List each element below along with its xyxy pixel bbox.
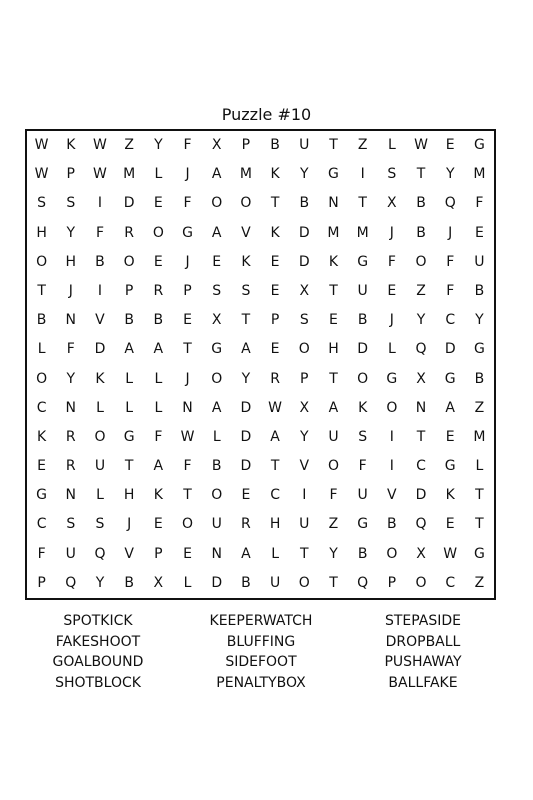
- grid-letter: I: [97, 195, 103, 212]
- grid-letter: O: [211, 487, 223, 504]
- grid-letter: F: [183, 137, 192, 153]
- grid-letter: M: [473, 428, 486, 445]
- grid-letter: R: [153, 282, 164, 299]
- grid-letter: C: [416, 458, 426, 475]
- grid-letter: F: [66, 341, 75, 358]
- word-list-column-1: [13, 611, 183, 694]
- grid-letter: L: [183, 574, 192, 591]
- grid-letter: T: [270, 458, 280, 475]
- grid-letter: H: [65, 253, 77, 270]
- grid-letter: P: [387, 574, 397, 591]
- grid-letter: G: [473, 341, 485, 358]
- grid-letter: T: [300, 545, 309, 562]
- grid-letter: P: [154, 545, 163, 562]
- grid-letter: X: [299, 399, 310, 416]
- word-list-item: GOALBOUND: [52, 654, 144, 671]
- grid-letter: F: [183, 195, 192, 212]
- grid-letter: E: [37, 458, 47, 475]
- grid-letter: Y: [475, 312, 484, 329]
- grid-letter: W: [93, 137, 107, 153]
- grid-letter: G: [444, 458, 456, 475]
- grid-letter: T: [270, 195, 280, 212]
- grid-letter: L: [125, 370, 134, 387]
- grid-letter: J: [185, 166, 190, 183]
- grid-letter: P: [300, 370, 309, 387]
- grid-letter: K: [358, 399, 368, 416]
- grid-letter: N: [415, 399, 427, 416]
- grid-letter: F: [446, 253, 455, 270]
- grid-letter: B: [299, 195, 310, 212]
- grid-letter: Q: [65, 574, 77, 591]
- grid-letter: L: [125, 399, 134, 416]
- grid-letter: L: [475, 458, 484, 475]
- grid-letter: E: [445, 137, 455, 153]
- grid-letter: S: [66, 516, 76, 533]
- grid-letter: B: [36, 312, 47, 329]
- grid-letter: A: [445, 399, 455, 416]
- grid-letter: T: [416, 428, 426, 445]
- grid-letter: B: [357, 312, 368, 329]
- grid-letter: Z: [416, 282, 426, 299]
- grid-letter: J: [185, 370, 190, 387]
- grid-letter: F: [387, 253, 396, 270]
- grid-letter: Y: [95, 574, 105, 591]
- grid-letter: K: [37, 428, 47, 445]
- grid-letter: E: [387, 282, 397, 299]
- grid-letter: R: [241, 516, 251, 533]
- grid-letter: E: [445, 428, 455, 445]
- grid-letter: X: [153, 574, 164, 591]
- grid-letter: I: [302, 487, 307, 504]
- grid-letter: E: [153, 195, 163, 212]
- grid-letter: E: [153, 516, 163, 533]
- grid-letter: Z: [474, 574, 485, 591]
- grid-letter: C: [36, 399, 47, 416]
- grid-letter: L: [387, 341, 396, 358]
- grid-letter: Y: [154, 137, 163, 153]
- grid-letter: L: [96, 487, 104, 504]
- grid-letter: H: [269, 516, 281, 533]
- grid-letter: M: [327, 224, 340, 241]
- grid-letter: Y: [66, 224, 76, 241]
- grid-letter: P: [241, 137, 251, 153]
- grid-letter: G: [211, 341, 223, 358]
- grid-letter: J: [127, 516, 132, 533]
- grid-letter: D: [123, 195, 135, 212]
- grid-letter: O: [36, 253, 48, 270]
- grid-letter: K: [95, 370, 105, 387]
- grid-letter: I: [389, 458, 394, 475]
- grid-letter: N: [65, 487, 77, 504]
- grid-letter: I: [97, 282, 103, 299]
- grid-letter: D: [240, 428, 252, 445]
- grid-letter: D: [298, 253, 310, 270]
- grid-letter: F: [95, 224, 104, 241]
- grid-letter: H: [123, 487, 135, 504]
- grid-letter: E: [270, 341, 280, 358]
- grid-letter: D: [298, 224, 310, 241]
- grid-letter: H: [328, 341, 339, 358]
- grid-letter: B: [357, 545, 368, 562]
- grid-row: [27, 365, 494, 394]
- word-list-item: BALLFAKE: [388, 675, 458, 692]
- grid-letter: J: [448, 224, 453, 241]
- grid-letter: L: [212, 428, 221, 445]
- grid-letter: T: [37, 282, 46, 299]
- word-list-item: DROPBALL: [385, 633, 461, 650]
- grid-letter: M: [473, 166, 486, 183]
- grid-letter: J: [68, 282, 73, 299]
- grid-letter: S: [358, 428, 368, 445]
- grid-letter: S: [299, 312, 309, 329]
- grid-letter: O: [386, 545, 398, 562]
- grid-letter: D: [357, 341, 369, 358]
- grid-letter: B: [124, 574, 134, 591]
- grid-letter: T: [329, 574, 338, 591]
- grid-row: [27, 189, 494, 218]
- grid-letter: D: [211, 574, 223, 591]
- grid-letter: I: [360, 166, 365, 183]
- grid-letter: F: [154, 428, 163, 445]
- grid-letter: K: [66, 137, 76, 153]
- grid-letter: A: [211, 224, 222, 241]
- grid-letter: O: [211, 370, 223, 387]
- grid-letter: S: [241, 282, 251, 299]
- grid-letter: D: [444, 341, 456, 358]
- grid-letter: Y: [300, 428, 309, 445]
- grid-letter: E: [183, 545, 192, 562]
- grid-row: [27, 160, 494, 189]
- grid-row: [27, 248, 494, 277]
- grid-letter: U: [299, 137, 310, 153]
- word-list-item: SIDEFOOT: [225, 654, 297, 671]
- grid-letter: V: [124, 545, 134, 562]
- grid-letter: F: [329, 487, 338, 504]
- grid-letter: E: [270, 282, 280, 299]
- grid-letter: G: [444, 370, 456, 387]
- grid-letter: Q: [357, 574, 369, 591]
- grid-letter: O: [240, 195, 252, 212]
- grid-letter: Z: [328, 516, 339, 533]
- grid-letter: F: [37, 545, 46, 562]
- grid-letter: X: [211, 137, 222, 153]
- grid-letter: F: [446, 282, 455, 299]
- grid-letter: R: [65, 428, 76, 445]
- grid-letter: A: [241, 545, 251, 562]
- grid-letter: S: [212, 282, 222, 299]
- grid-letter: Y: [66, 370, 76, 387]
- grid-letter: K: [328, 253, 339, 270]
- grid-letter: A: [270, 428, 280, 445]
- grid-letter: Q: [415, 341, 427, 358]
- grid-letter: O: [211, 195, 223, 212]
- grid-letter: W: [34, 166, 49, 183]
- grid-letter: L: [154, 399, 163, 416]
- grid-letter: A: [241, 341, 251, 358]
- grid-row: [27, 452, 494, 481]
- word-list-item: STEPASIDE: [384, 613, 462, 629]
- grid-letter: L: [271, 545, 279, 562]
- grid-letter: R: [270, 370, 280, 387]
- grid-letter: F: [475, 195, 484, 212]
- grid-letter: O: [298, 574, 310, 591]
- grid-letter: Q: [94, 545, 106, 562]
- grid-letter: N: [65, 399, 77, 416]
- grid-letter: K: [153, 487, 163, 504]
- grid-row: [27, 277, 494, 306]
- grid-letter: Y: [416, 312, 426, 329]
- grid-letter: V: [241, 224, 251, 241]
- grid-letter: E: [329, 312, 338, 329]
- grid-letter: G: [357, 516, 369, 533]
- grid-letter: V: [299, 458, 310, 475]
- grid-letter: A: [153, 341, 164, 358]
- grid-letter: D: [240, 399, 252, 416]
- grid-letter: R: [65, 458, 76, 475]
- grid-letter: L: [387, 137, 396, 153]
- grid-letter: T: [329, 370, 338, 387]
- grid-letter: S: [66, 195, 76, 212]
- word-list-item: KEEPERWATCH: [209, 613, 313, 629]
- grid-letter: P: [183, 282, 192, 299]
- grid-letter: F: [358, 458, 367, 475]
- grid-letter: F: [183, 458, 192, 475]
- grid-letter: Z: [124, 137, 134, 153]
- grid-letter: L: [154, 166, 163, 183]
- grid-letter: G: [473, 545, 485, 562]
- grid-letter: Y: [241, 370, 251, 387]
- grid-letter: X: [211, 312, 222, 329]
- grid-letter: U: [65, 545, 76, 562]
- grid-letter: G: [473, 137, 485, 153]
- grid-letter: O: [415, 574, 427, 591]
- grid-letter: U: [211, 516, 222, 533]
- grid-letter: T: [329, 282, 338, 299]
- grid-letter: B: [474, 370, 485, 387]
- grid-letter: X: [416, 370, 426, 387]
- grid-letter: C: [445, 574, 456, 591]
- grid-letter: Y: [300, 166, 309, 183]
- grid-letter: P: [66, 166, 75, 183]
- grid-letter: G: [328, 166, 339, 183]
- word-list-item: BLUFFING: [226, 633, 296, 650]
- grid-letter: T: [475, 516, 484, 533]
- grid-letter: T: [329, 137, 338, 153]
- grid-letter: B: [241, 574, 251, 591]
- grid-letter: Y: [445, 166, 455, 183]
- grid-letter: O: [298, 341, 310, 358]
- grid-letter: B: [153, 312, 164, 329]
- grid-letter: Z: [474, 399, 485, 416]
- grid-letter: K: [270, 224, 280, 241]
- grid-letter: Q: [444, 195, 456, 212]
- grid-row: [27, 219, 494, 248]
- word-list-item: SPOTKICK: [63, 613, 133, 629]
- grid-letter: A: [211, 166, 222, 183]
- grid-row: [27, 306, 494, 335]
- grid-letter: M: [239, 166, 252, 183]
- grid-letter: T: [416, 166, 426, 183]
- grid-letter: X: [387, 195, 397, 212]
- grid-letter: L: [154, 370, 163, 387]
- grid-letter: E: [212, 253, 222, 270]
- grid-letter: E: [153, 253, 163, 270]
- grid-letter: W: [443, 545, 458, 562]
- grid-letter: O: [386, 399, 398, 416]
- grid-letter: C: [270, 487, 280, 504]
- grid-letter: X: [299, 282, 310, 299]
- grid-letter: L: [37, 341, 46, 358]
- grid-letter: D: [240, 458, 252, 475]
- word-list-item: FAKESHOOT: [55, 633, 141, 650]
- grid-letter: A: [124, 341, 134, 358]
- grid-letter: B: [124, 312, 134, 329]
- grid-letter: A: [211, 399, 222, 416]
- grid-row: [27, 569, 494, 598]
- grid-letter: P: [124, 282, 134, 299]
- grid-letter: O: [182, 516, 194, 533]
- grid-letter: B: [387, 516, 397, 533]
- grid-letter: O: [36, 370, 48, 387]
- grid-letter: O: [327, 458, 339, 475]
- grid-letter: C: [36, 516, 47, 533]
- letter-grid: [25, 129, 496, 600]
- word-list-column-3: [338, 611, 508, 694]
- grid-letter: S: [95, 516, 105, 533]
- grid-letter: G: [123, 428, 135, 445]
- grid-letter: D: [415, 487, 427, 504]
- grid-letter: U: [299, 516, 310, 533]
- grid-letter: A: [328, 399, 339, 416]
- grid-row: [27, 131, 494, 160]
- grid-letter: B: [416, 224, 426, 241]
- grid-letter: S: [387, 166, 397, 183]
- grid-letter: B: [474, 282, 485, 299]
- grid-letter: E: [474, 224, 484, 241]
- grid-letter: J: [389, 224, 394, 241]
- word-list-item: PUSHAWAY: [384, 654, 462, 671]
- word-list-column-2: [176, 611, 346, 694]
- grid-row: [27, 394, 494, 423]
- grid-letter: M: [123, 166, 136, 183]
- grid-letter: T: [475, 487, 484, 504]
- grid-letter: N: [65, 312, 77, 329]
- grid-letter: T: [183, 341, 192, 358]
- grid-letter: B: [211, 458, 222, 475]
- grid-letter: J: [389, 312, 394, 329]
- grid-letter: O: [415, 253, 427, 270]
- grid-letter: E: [183, 312, 192, 329]
- grid-letter: O: [94, 428, 106, 445]
- word-list-item: PENALTYBOX: [216, 675, 306, 692]
- grid-letter: W: [180, 428, 195, 445]
- grid-letter: E: [445, 516, 455, 533]
- grid-letter: B: [416, 195, 426, 212]
- grid-letter: R: [124, 224, 135, 241]
- grid-letter: N: [328, 195, 339, 212]
- grid-letter: G: [357, 253, 369, 270]
- grid-letter: O: [357, 370, 369, 387]
- grid-letter: J: [185, 253, 190, 270]
- grid-letter: U: [94, 458, 106, 475]
- puzzle-title: Puzzle #10: [221, 105, 312, 124]
- grid-letter: C: [445, 312, 456, 329]
- grid-letter: Y: [329, 545, 338, 562]
- grid-row: [27, 510, 494, 539]
- grid-letter: N: [182, 399, 193, 416]
- grid-letter: U: [357, 487, 368, 504]
- grid-letter: G: [182, 224, 193, 241]
- grid-letter: W: [34, 137, 49, 153]
- grid-letter: X: [416, 545, 426, 562]
- grid-letter: T: [241, 312, 251, 329]
- grid-letter: L: [96, 399, 104, 416]
- grid-letter: U: [269, 574, 281, 591]
- grid-letter: K: [270, 166, 280, 183]
- grid-letter: G: [386, 370, 398, 387]
- grid-letter: P: [37, 574, 46, 591]
- grid-letter: K: [241, 253, 251, 270]
- grid-letter: K: [445, 487, 455, 504]
- grid-letter: B: [270, 137, 280, 153]
- grid-letter: V: [387, 487, 397, 504]
- grid-letter: N: [211, 545, 222, 562]
- grid-letter: O: [152, 224, 164, 241]
- grid-letter: D: [94, 341, 106, 358]
- grid-letter: T: [124, 458, 134, 475]
- grid-letter: G: [36, 487, 48, 504]
- grid-letter: O: [123, 253, 135, 270]
- grid-row: [27, 423, 494, 452]
- grid-letter: U: [474, 253, 485, 270]
- grid-letter: I: [389, 428, 394, 445]
- grid-letter: M: [356, 224, 369, 241]
- grid-letter: Z: [357, 137, 368, 153]
- grid-letter: Q: [415, 516, 427, 533]
- word-list-item: SHOTBLOCK: [55, 675, 141, 692]
- grid-row: [27, 481, 494, 510]
- grid-letter: W: [268, 399, 283, 416]
- grid-letter: V: [95, 312, 105, 329]
- grid-row: [27, 540, 494, 569]
- grid-letter: P: [270, 312, 280, 329]
- grid-letter: S: [37, 195, 47, 212]
- grid-letter: B: [95, 253, 105, 270]
- grid-letter: W: [93, 166, 107, 183]
- grid-letter: H: [36, 224, 47, 241]
- grid-letter: U: [328, 428, 339, 445]
- grid-letter: T: [183, 487, 192, 504]
- grid-letter: E: [241, 487, 251, 504]
- grid-letter: U: [357, 282, 368, 299]
- grid-letter: T: [358, 195, 367, 212]
- grid-row: [27, 335, 494, 364]
- grid-letter: W: [414, 137, 428, 153]
- grid-letter: E: [270, 253, 280, 270]
- grid-letter: A: [153, 458, 164, 475]
